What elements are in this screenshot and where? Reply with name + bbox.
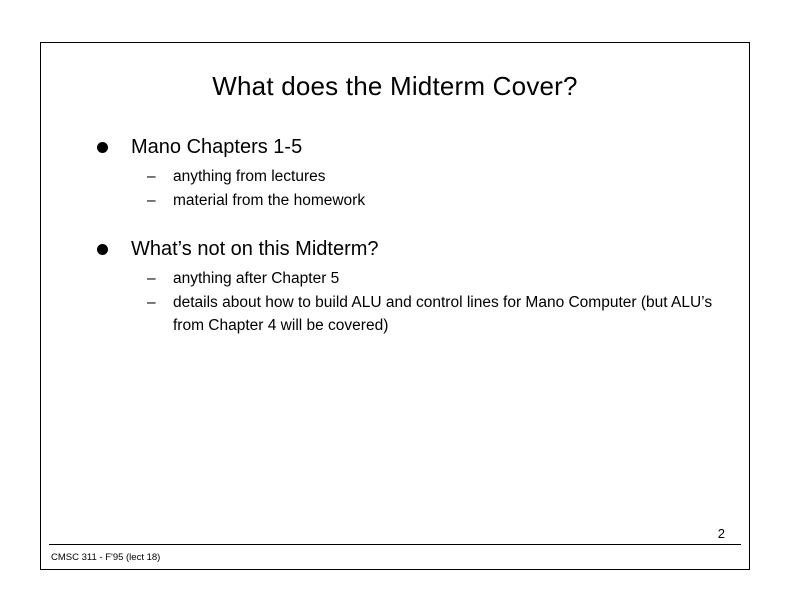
dash-bullet-icon: – xyxy=(147,192,156,210)
bullet-text: anything from lectures xyxy=(173,168,326,185)
footer-divider xyxy=(49,544,741,545)
bullet-text: anything after Chapter 5 xyxy=(173,269,340,287)
dash-bullet-icon: – xyxy=(147,294,156,312)
bullet-dot-icon xyxy=(97,244,108,255)
slide-body xyxy=(89,135,719,339)
list-item xyxy=(89,268,719,290)
dash-bullet-icon: – xyxy=(147,269,156,287)
list-item xyxy=(89,292,719,337)
spacer xyxy=(89,215,719,237)
list-item xyxy=(89,190,719,212)
dash-bullet-icon: – xyxy=(147,168,156,185)
list-item xyxy=(89,135,719,160)
slide xyxy=(40,42,750,570)
bullet-text: What’s not on this Midterm? xyxy=(131,237,379,260)
bullet-text: details about how to build ALU and control lines for Mano Computer (but ALU’s from Chapter 4 will be covered) xyxy=(173,294,713,334)
list-item xyxy=(89,166,719,188)
footer-course-label: CMSC 311 - F'95 (lect 18) xyxy=(51,552,161,563)
page-title: What does the Midterm Cover? xyxy=(212,71,578,101)
bullet-dot-icon xyxy=(97,142,108,153)
bullet-text: material from the homework xyxy=(173,192,366,210)
list-item xyxy=(89,237,719,262)
bullet-text: Mano Chapters 1-5 xyxy=(131,136,303,158)
page-number: 2 xyxy=(717,526,725,541)
